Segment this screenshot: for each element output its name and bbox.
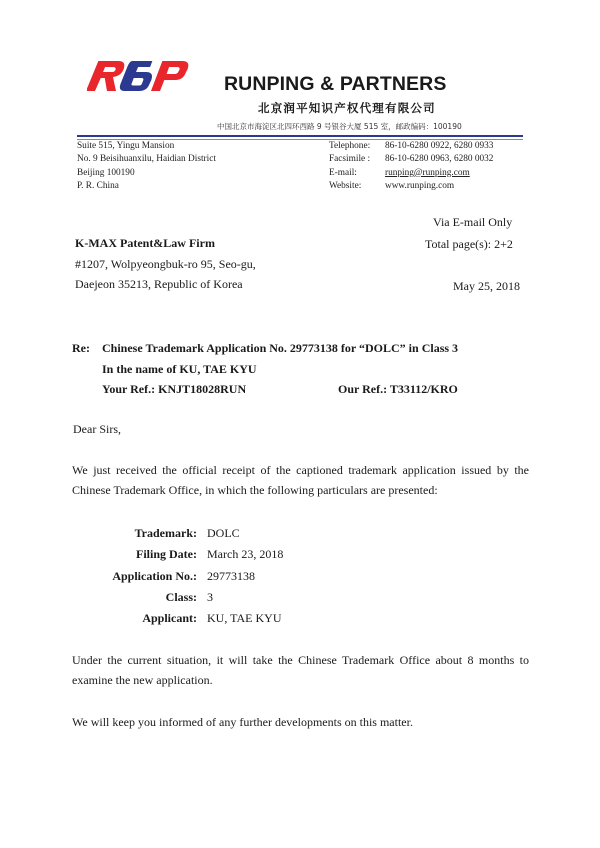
contact-value: 86-10-6280 0922, 6280 0933 [385,141,494,151]
firm-address [77,140,216,194]
contact-label: Website: [329,181,362,192]
website-link[interactable]: www.runping.com [385,181,455,192]
particular-value: 3 [207,589,213,604]
paragraph-line: Under the current situation, it will take the Chinese Trademark Office about 8 months to [72,653,529,667]
subject-block [72,338,532,400]
address-line: Beijing 100190 [77,167,135,178]
particular-value: 29773138 [207,568,255,583]
firm-address-chinese: 中国北京市海淀区北四环西路 9 号银谷大厦 515 室，邮政编码：100190 [217,122,462,131]
contact-label: Telephone: [329,141,371,151]
particular-row [72,566,372,587]
particular-value: March 23, 2018 [207,547,284,562]
firm-logo [87,58,189,94]
firm-contacts [329,140,493,194]
subject-line: Chinese Trademark Application No. 29773138 for “DOLC” in Class 3 [102,341,459,355]
email-link[interactable]: runping@runping.com [385,167,470,178]
firm-name: RUNPING & PARTNERS [224,73,447,95]
particular-label: Applicant: [142,611,197,626]
particular-label: Class: [165,589,197,604]
your-reference: Your Ref.: KNJT18028RUN [102,382,247,396]
recipient-name: K-MAX Patent&Law Firm [75,236,215,250]
paragraph-closing: We will keep you informed of any further developments on this matter. [72,715,413,729]
particular-row [72,608,372,629]
address-line: P. R. China [77,181,119,192]
letter-date: May 25, 2018 [453,279,520,293]
paragraph-line: Chinese Trademark Office, in which the following particulars are presented: [72,483,438,497]
recipient-address-line: Daejeon 35213, Republic of Korea [75,277,243,291]
contact-facsimile [329,153,493,166]
recipient-block [75,233,256,295]
particular-value: KU, TAE KYU [207,611,282,626]
particular-row [72,587,372,608]
address-line: Suite 515, Yingu Mansion [77,141,175,151]
contact-label: Facsimile : [329,154,371,165]
salutation: Dear Sirs, [73,422,121,436]
particular-label: Trademark: [134,526,197,540]
contact-value: 86-10-6280 0963, 6280 0032 [385,154,494,165]
address-line: No. 9 Beisihuanxilu, Haidian District [77,154,216,165]
header-rule [77,135,523,137]
contact-telephone [329,140,493,153]
particular-label: Filing Date: [136,547,197,562]
firm-name-chinese: 北京润平知识产权代理有限公司 [258,101,436,115]
paragraph-receipt [72,460,529,500]
recipient-address-line: #1207, Wolpyeongbuk-ro 95, Seo-gu, [75,256,256,271]
particular-label: Application No.: [112,568,197,583]
subject-applicant: In the name of KU, TAE KYU [102,361,257,376]
contact-website [329,180,493,193]
contact-label: E-mail: [329,167,357,178]
contact-email [329,167,493,180]
subject-label: Re: [72,341,90,355]
particular-row [72,544,372,565]
total-pages: Total page(s): 2+2 [425,237,513,251]
particulars-list [72,523,372,629]
our-reference: Our Ref.: T33112/KRO [338,382,458,396]
paragraph-line: We just received the official receipt of the captioned trademark application issued by the [72,463,529,477]
particular-row [72,523,372,544]
particular-value: DOLC [207,526,240,540]
delivery-method: Via E-mail Only [433,215,513,229]
paragraph-timeline [72,650,529,690]
paragraph-line: examine the new application. [72,673,213,687]
